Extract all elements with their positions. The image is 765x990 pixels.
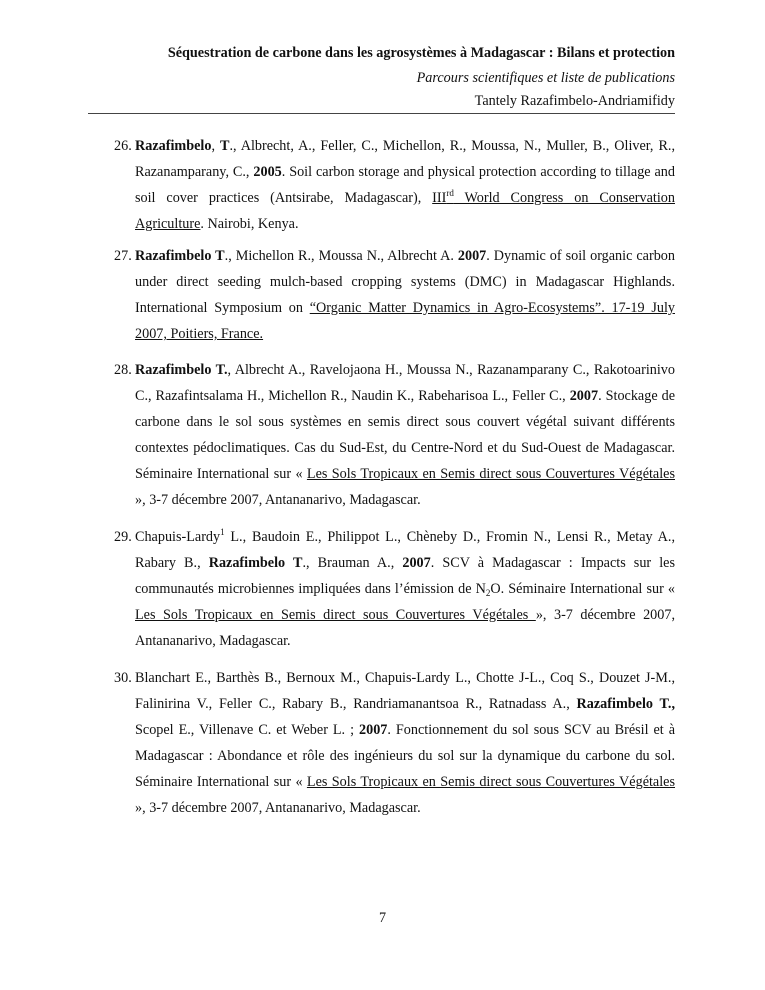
venue-link[interactable]: “Organic Matter Dynamics in Agro-Ecosystems”. 17-19 July 2007, Poitiers, France. <box>135 300 675 342</box>
header-subtitle: Parcours scientifiques et liste de publications <box>416 70 675 86</box>
item-number: 27. <box>114 248 132 264</box>
bold-author-initial: T <box>219 138 230 154</box>
publication-item <box>114 665 675 821</box>
publication-item <box>114 133 675 237</box>
publication-year: 2005 <box>253 164 282 180</box>
bold-author: Razafimbelo T <box>135 248 225 264</box>
publication-year: 2007 <box>457 248 487 264</box>
item-number: 30. <box>114 670 132 686</box>
item-number: 28. <box>114 362 132 378</box>
header-title: Séquestration de carbone dans les agrosystèmes à Madagascar : Bilans et protection <box>167 45 675 61</box>
co-authors-after: Scopel E., Villenave C. et Weber L. ; <box>135 722 359 738</box>
publication-year: 2007 <box>359 722 388 738</box>
co-authors-after: ., Brauman A., <box>302 555 403 571</box>
venue-location: », 3-7 décembre 2007, Antananarivo, Madagascar. <box>135 607 675 649</box>
co-authors: ., Michellon R., Moussa N., Albrecht A. <box>224 248 458 264</box>
bold-author: Razafimbelo <box>135 138 212 154</box>
venue-link[interactable]: Les Sols Tropicaux en Semis direct sous Couvertures Végétales <box>306 466 675 482</box>
venue-link[interactable]: Les Sols Tropicaux en Semis direct sous Couvertures Végétales <box>306 774 675 790</box>
running-header <box>88 40 675 112</box>
publication-item <box>114 524 675 654</box>
publication-item <box>114 243 675 347</box>
publication-title: . SCV à Madagascar : Impacts sur les communautés microbiennes impliquées dans l’émission de N <box>135 555 675 597</box>
venue-ordinal: III <box>432 190 447 206</box>
header-divider <box>88 113 675 114</box>
venue-location: . Nairobi, Kenya. <box>200 216 299 232</box>
publication-list <box>114 133 675 821</box>
publication-year: 2007 <box>569 388 599 404</box>
bold-author: Razafimbelo T <box>208 555 303 571</box>
co-authors: ., Albrecht, A., Feller, C., Michellon, R., Moussa, N., Muller, B., Oliver, R., Razanamparany, C., <box>135 138 675 180</box>
venue-location: », 3-7 décembre 2007, Antananarivo, Madagascar. <box>135 800 421 816</box>
subscript-two: 2 <box>485 588 491 598</box>
first-author: Chapuis-Lardy <box>135 529 221 545</box>
publication-item <box>114 357 675 513</box>
venue-name: World Congress on Conservation Agriculture <box>135 190 675 232</box>
item-number: 29. <box>114 529 132 545</box>
publication-title: . Stockage de carbone dans le sol sous systèmes en semis direct sous couvert végétal suivant différents contextes pédoclimatiques. Cas du Sud-Est, du Centre-Nord et du Sud-Ouest de Madagascar. Séminaire International sur « <box>135 388 675 482</box>
venue-ordinal-suffix: rd <box>446 188 454 198</box>
co-authors: Blanchart E., Barthès B., Bernoux M., Chapuis-Lardy L., Chotte J-L., Coq S., Douzet J-M., Falinirina V., Feller C., Rabary B., Randriamanantsoa R., Ratnadass A., <box>135 670 675 712</box>
co-authors: L., Baudoin E., Philippot L., Chèneby D., Fromin N., Lensi R., Metay A., Rabary B., <box>135 529 675 571</box>
publication-title: . Fonctionnement du sol sous SCV au Brésil et à Madagascar : Abondance et rôle des ingénieurs du sol sur la dynamique du carbone du sol. Séminaire International sur « <box>135 722 675 790</box>
page-number: 7 <box>378 910 387 926</box>
publication-title: . Soil carbon storage and physical protection according to tillage and soil cover practices (Antsirabe, Madagascar), <box>135 164 675 206</box>
venue-location: », 3-7 décembre 2007, Antananarivo, Madagascar. <box>135 492 421 508</box>
publication-title-cont: O. Séminaire International sur « <box>490 581 675 597</box>
bold-author: Razafimbelo T. <box>135 362 228 378</box>
author-separator: , <box>211 138 220 154</box>
co-authors: , Albrecht A., Ravelojaona H., Moussa N., Razanamparany C., Rakotoarinivo C., Razafintsalama H., Michellon R., Naudin K., Rabeharisoa L., Feller C., <box>135 362 675 404</box>
author-footnote-mark: 1 <box>220 527 225 537</box>
item-number: 26. <box>114 138 132 154</box>
header-author: Tantely Razafimbelo-Andriamifidy <box>474 93 675 109</box>
publication-year: 2007 <box>402 555 431 571</box>
venue-link[interactable]: Les Sols Tropicaux en Semis direct sous Couvertures Végétales <box>135 607 536 623</box>
bold-author: Razafimbelo T., <box>576 696 676 712</box>
publication-title: . Dynamic of soil organic carbon under direct seeding mulch-based cropping systems (DMC) in Madagascar Highlands. International Symposium on <box>135 248 675 316</box>
